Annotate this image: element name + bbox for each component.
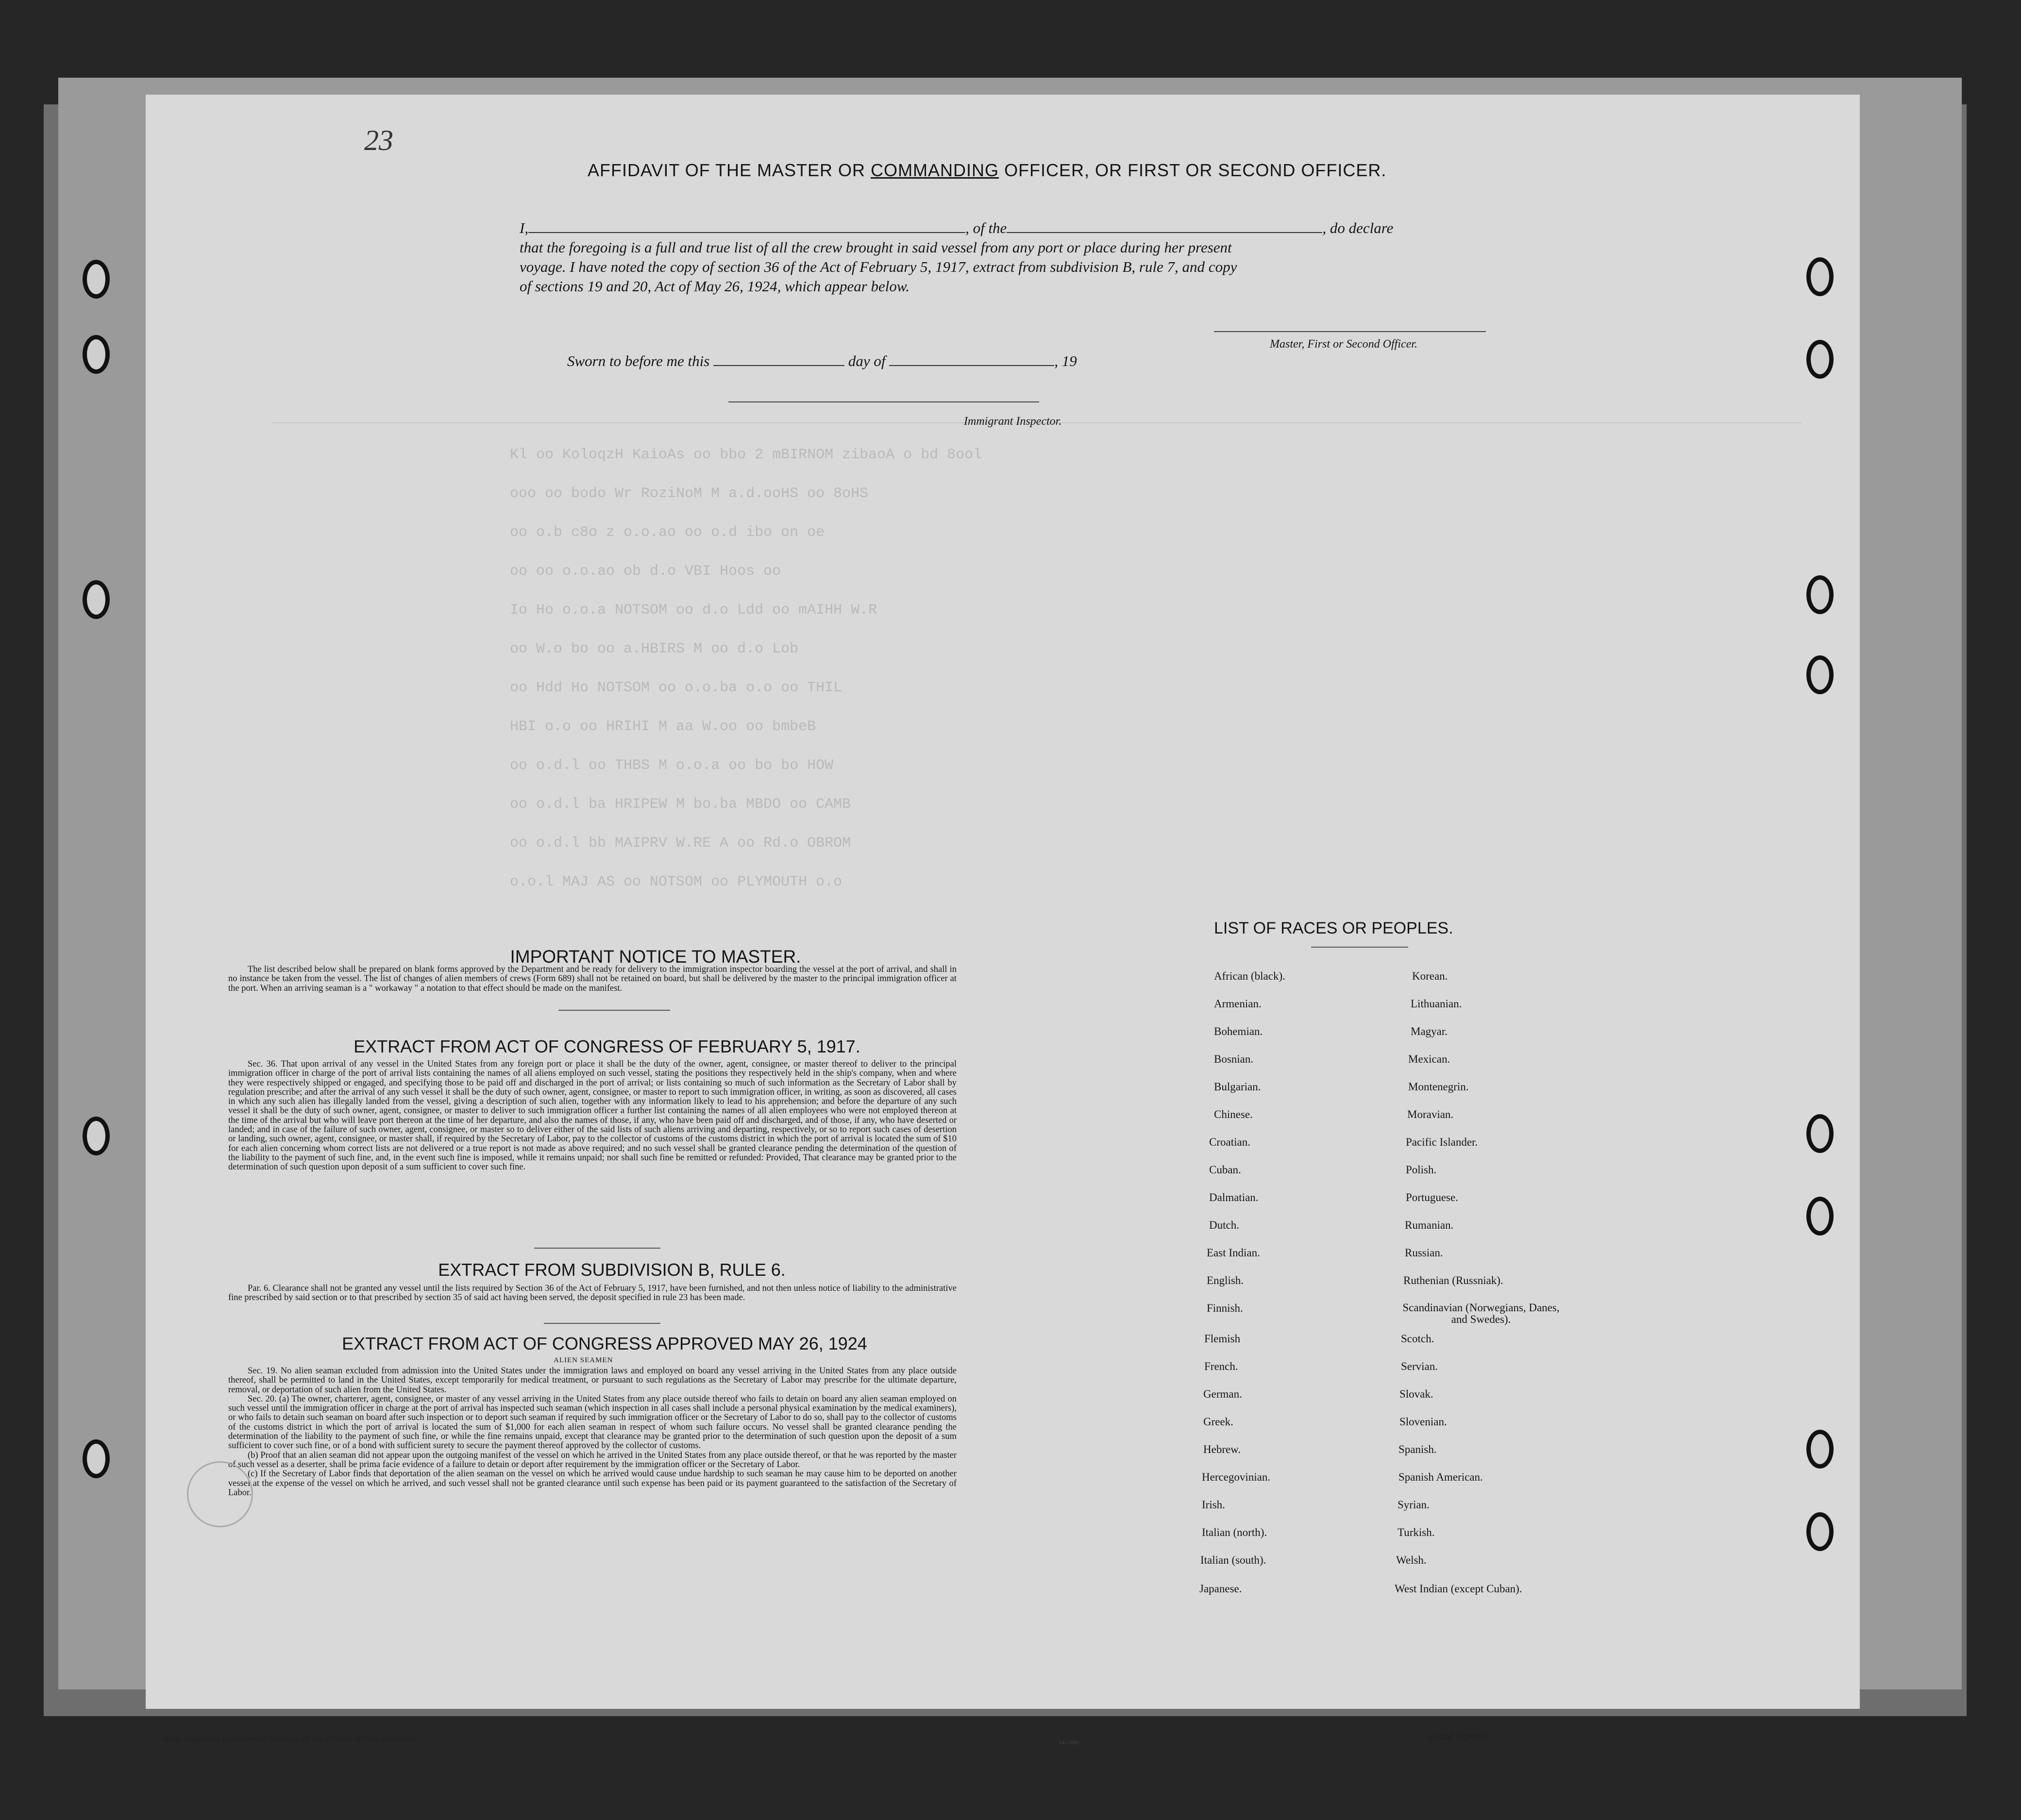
binder-hole	[83, 260, 110, 299]
master-signature-line[interactable]	[1214, 331, 1486, 332]
sec20a-text: Sec. 20. (a) The owner, charterer, agent, consignee, or master of any vessel arriving in the United States from any place outside thereof who fails to detain on board any alien seaman employed on such vessel until the immigration officer in charge at the port of arrival has inspected such seaman (which inspection in all cases shall include a personal physical examination by the medical examiners), or who fails to detain such seaman on board after such inspection or to deport such seaman if required by such immigration officer or the Secretary of Labor to do so, shall pay to the collector of customs of the customs district in which the port of arrival is located the sum of $1,000 for each alien seaman in respect of whom such failure occurs. No vessel shall be granted clearance pending the determination of the liability to the payment of such fine, or while the fine remains unpaid, except that clearance may be granted prior to the determination of such question upon the deposit of a sum sufficient to cover such fine, or of a bond with sufficient surety to secure the payment thereof approved by the collector of customs.	[228, 1394, 957, 1451]
binder-hole	[83, 1117, 110, 1155]
race-item: Cuban.	[1209, 1164, 1241, 1176]
inspector-signature-line[interactable]	[728, 401, 1039, 402]
alien-seamen-subheading: ALIEN SEAMEN	[554, 1356, 613, 1364]
binder-hole	[1806, 257, 1834, 296]
race-item: Rumanian.	[1405, 1219, 1454, 1231]
binder-hole	[1806, 655, 1834, 694]
race-item: African (black).	[1214, 970, 1285, 982]
binder-hole	[1806, 1114, 1834, 1153]
race-item: Armenian.	[1214, 998, 1262, 1010]
extract-1917-heading: EXTRACT FROM ACT OF CONGRESS OF FEBRUARY 5, 1917.	[354, 1036, 860, 1056]
page-number: 23	[364, 124, 393, 156]
sworn-month-blank[interactable]	[889, 365, 1054, 366]
race-item: Greek.	[1203, 1416, 1233, 1428]
race-item: Italian (south).	[1200, 1554, 1266, 1566]
race-item: Dalmatian.	[1209, 1191, 1259, 1203]
notice-heading: IMPORTANT NOTICE TO MASTER.	[510, 947, 801, 967]
footer-note: other organized government because of his or their official character.	[162, 1735, 418, 1743]
race-item: Polish.	[1406, 1164, 1437, 1176]
race-item: Ruthenian (Russniak).	[1403, 1274, 1503, 1286]
rule6-heading: EXTRACT FROM SUBDIVISION B, RULE 6.	[438, 1260, 786, 1280]
sec20b-text: (b) Proof that an alien seaman did not appear upon the outgoing manifest of the vessel on which he arrived in the United States from any place outside thereof, or that he was reported by the master of such vessel as a deserter, shall be prima facie evidence of a failure to detain or deport after requirement by the immigration officer or the Secretary of Labor.	[228, 1450, 957, 1469]
race-item: Scotch.	[1401, 1333, 1434, 1345]
race-item: Croatian.	[1209, 1136, 1250, 1148]
race-item: Irish.	[1202, 1499, 1225, 1511]
extract-1924-heading: EXTRACT FROM ACT OF CONGRESS APPROVED MAY 26, 1924	[342, 1334, 867, 1353]
sec20c-text: (c) If the Secretary of Labor finds that deportation of the alien seaman on the vessel on which he arrived would cause undue hardship to such seaman he may cause him to be deported on another vessel at the expense of the vessel on which he arrived, and such vessel shall not be granted clearance until such expense has been paid or its payment guaranteed to the satisfaction of the Secretary of Labor.	[228, 1469, 957, 1498]
race-item: Hercegovinian.	[1202, 1471, 1271, 1483]
race-item: German.	[1203, 1388, 1242, 1400]
sec19-text: Sec. 19. No alien seaman excluded from admission into the United States under the immigration laws and employed on board any vessel arriving in the United States from any place outside thereof, shall be permitted to land in the United States, except temporarily for medical treatment, or pursuant to such regulations as the Secretary of Labor may prescribe for the ultimate departure, removal, or deportation of such alien from the United States.	[228, 1366, 957, 1395]
local-agents-label: Local Agents	[1428, 1731, 1488, 1742]
race-item: Hebrew.	[1203, 1443, 1241, 1455]
binder-hole	[1806, 575, 1834, 614]
race-item: Korean.	[1412, 970, 1448, 982]
race-item: West Indian (except Cuban).	[1395, 1583, 1522, 1595]
inspector-signature-label: Immigrant Inspector.	[964, 415, 1062, 428]
divider	[534, 1248, 660, 1249]
binder-hole	[1806, 1512, 1834, 1551]
race-item: Spanish.	[1398, 1443, 1437, 1455]
race-item: Dutch.	[1209, 1219, 1239, 1231]
race-item: Bulgarian.	[1214, 1081, 1261, 1093]
binder-hole	[1806, 1197, 1834, 1236]
race-item: Spanish American.	[1398, 1471, 1483, 1483]
race-item: Magyar.	[1411, 1025, 1448, 1037]
name-blank[interactable]	[528, 232, 965, 233]
binder-hole	[1806, 1430, 1834, 1469]
extract-1917-text: Sec. 36. That upon arrival of any vessel in the United States from any foreign port or place it shall be the duty of the owner, agent, consignee, or master thereof to deliver to the principal immigration officer in charge of the port of arrival lists containing the names of all aliens employed on such vessel, stating the positions they respectively held in the ship's company, when and where they were respectively shipped or engaged, and specifying those to be paid off and discharged in the port of arrival; or lists containing so much of such information as the Secretary of Labor shall by regulation prescribe; and after the arrival of any such vessel it shall be the duty of such owner, agent, consignee, or master to report to such immigration officer, in writing, as soon as discovered, all cases in which any such alien has illegally landed from the vessel, giving a description of such alien, together with any information likely to lead to his apprehension; and before the departure of any such vessel it shall be the duty of such owner, agent, consignee, or master to deliver to such immigration officer a further list containing the names of all alien employees who were not employed thereon at the time of the arrival but who will leave port thereon at the time of her departure, and also the names of those, if any, who have been paid off and discharged, and of those, if any, who have deserted or landed; and in case of the failure of such owner, agent, consignee, or master so to deliver either of the said lists of such aliens arriving and departing, respectively, or so to report such cases of desertion or landing, such owner, agent, consignee, or master shall, if required by the Secretary of Labor, pay to the collector of customs of the customs district in which the port of arrival is located the sum of $10 for each alien concerning whom correct lists are not delivered or a true report is not made as above required; and no such vessel shall be granted clearance pending the determination of the question of the liability to the payment of such fine, and, in the event such fine is imposed, while it remains unpaid; nor shall such fine be remitted or refunded: Provided, That clearance may be granted prior to the determination of such question upon deposit of a sum sufficient to cover such fine.	[228, 1059, 957, 1172]
race-item: Japanese.	[1199, 1583, 1242, 1595]
race-item: English.	[1207, 1274, 1244, 1286]
race-item: East Indian.	[1207, 1247, 1260, 1259]
race-item: Portuguese.	[1406, 1191, 1458, 1203]
sworn-day-blank[interactable]	[713, 365, 844, 366]
race-item: Turkish.	[1398, 1526, 1435, 1538]
races-title: LIST OF RACES OR PEOPLES.	[1214, 919, 1453, 937]
declaration-line-2: that the foregoing is a full and true list of all the crew brought in said vessel from any port or place during her present	[520, 239, 1232, 256]
race-item: Mexican.	[1408, 1053, 1450, 1065]
form-code: 14—880	[1059, 1739, 1079, 1746]
race-item: Russian.	[1405, 1247, 1443, 1259]
race-item: Slovak.	[1399, 1388, 1433, 1400]
declaration-line-3: voyage. I have noted the copy of section 36 of the Act of February 5, 1917, extract from subdivision B, rule 7, and copy	[520, 258, 1237, 275]
race-item: Servian.	[1401, 1360, 1438, 1372]
race-item: Pacific Islander.	[1406, 1136, 1478, 1148]
binder-hole	[83, 580, 110, 619]
race-item: Syrian.	[1398, 1499, 1430, 1511]
affidavit-title: AFFIDAVIT OF THE MASTER OR COMMANDING OFFICER, OR FIRST OR SECOND OFFICER.	[588, 160, 1387, 180]
vessel-blank[interactable]	[1007, 232, 1322, 233]
master-signature-label: Master, First or Second Officer.	[1270, 338, 1417, 351]
divider	[544, 1323, 660, 1324]
race-item: Montenegrin.	[1408, 1081, 1469, 1093]
race-item: Scandinavian (Norwegians, Danes, and Swedes).	[1402, 1302, 1560, 1325]
divider	[1311, 947, 1408, 948]
divider	[558, 1010, 670, 1011]
extract-1924-text	[228, 1367, 957, 1498]
race-item: Moravian.	[1407, 1108, 1454, 1120]
race-item: Lithuanian.	[1411, 998, 1462, 1010]
binder-hole	[1806, 340, 1834, 379]
race-item: Flemish	[1204, 1333, 1241, 1345]
race-item: Finnish.	[1207, 1302, 1243, 1314]
race-item: Welsh.	[1396, 1554, 1427, 1566]
race-item: Bosnian.	[1214, 1053, 1254, 1065]
binder-hole	[83, 1439, 110, 1478]
race-item: French.	[1204, 1360, 1238, 1372]
notice-text: The list described below shall be prepared on blank forms approved by the Department and be ready for delivery to the immigration inspector boarding the vessel at the port of arrival, and shall in no instance be taken from the vessel. The list of changes of alien members of crews (Form 689) shall not be retained on board, but shall be delivered by the master to the principal immigration officer at the port. When an arriving seaman is a " workaway " a notation to that effect should be made on the manifest.	[228, 965, 957, 993]
declaration-line-4: of sections 19 and 20, Act of May 26, 1924, which appear below.	[520, 278, 910, 295]
race-item: Chinese.	[1214, 1108, 1253, 1120]
sworn-line: Sworn to before me this day of , 19	[567, 352, 1077, 369]
race-item: Bohemian.	[1214, 1025, 1263, 1037]
declaration-line-1: I, , of the , do declare	[520, 219, 1394, 236]
binder-hole	[83, 335, 110, 374]
faint-stamp	[187, 1461, 253, 1527]
race-item: Italian (north).	[1202, 1526, 1267, 1538]
race-item: Slovenian.	[1399, 1416, 1447, 1428]
rule6-text: Par. 6. Clearance shall not be granted any vessel until the lists required by Section 36 of the Act of February 5, 1917, have been furnished, and not then unless notice of liability to the administrative fine prescribed by said section or to that prescribed by section 35 of said act having been served, the deposit specified in rule 23 has been made.	[228, 1284, 957, 1303]
